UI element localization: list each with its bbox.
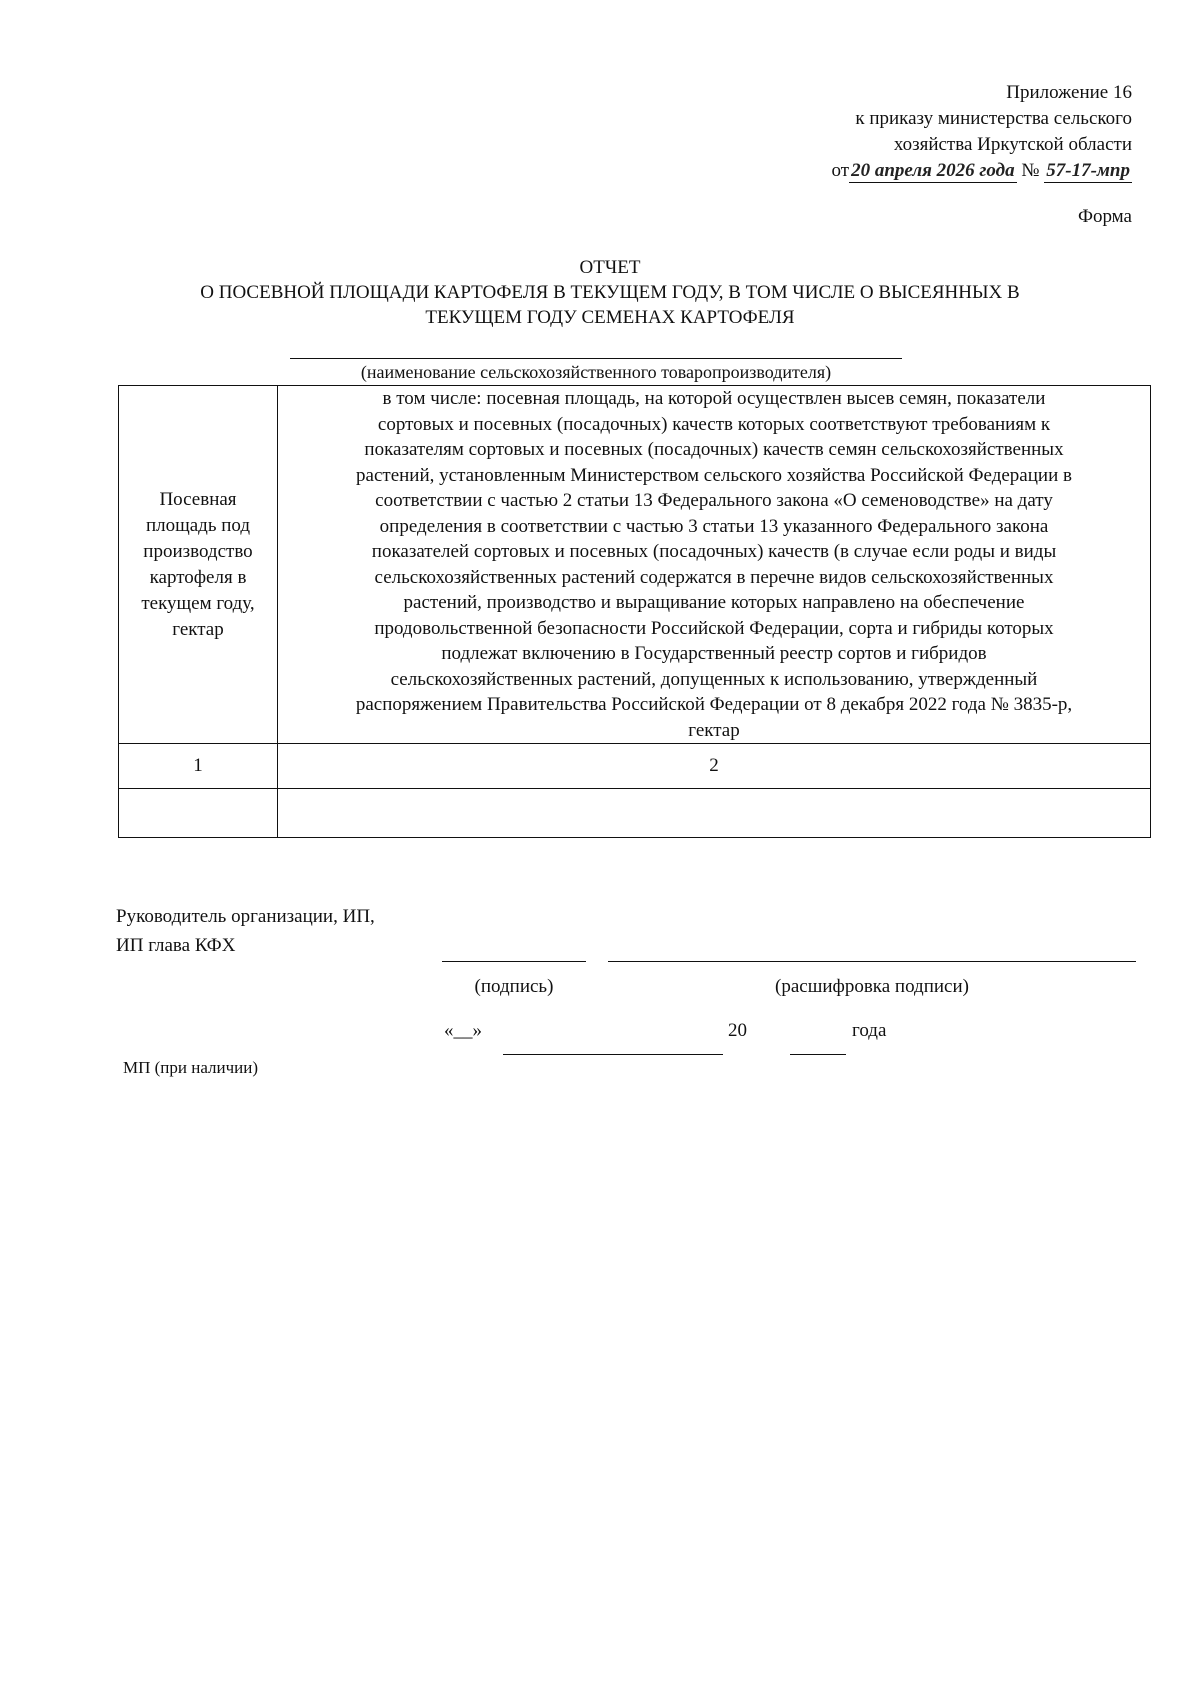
organization-name-caption: (наименование сельскохозяйственного товаропроизводителя) [360,362,832,382]
table-header-row [119,386,1151,744]
certified-seed-area-cell[interactable] [278,789,1151,838]
column-1-header-line: производство [143,540,253,562]
signatory-line-1: Руководитель организации, ИП, [116,906,375,927]
date-month-field[interactable] [503,1054,723,1055]
column-2-header-line: растений, установленным Министерством сельского хозяйства Российской Федерации в [356,464,1072,486]
date-year-suffix: года [852,1020,887,1041]
column-2-number: 2 [278,744,1151,789]
column-2-header-line: подлежат включению в Государственный реестр сортов и гибридов [441,643,987,664]
organization-name-field[interactable] [290,358,902,359]
column-number-row [119,744,1151,789]
column-2-header-line: соответствии с частью 2 статьи 13 Федерального закона «О семеноводстве» на дату [375,490,1053,511]
column-2-header-line: продовольственной безопасности Российской Федерации, сорта и гибриды которых [374,617,1054,639]
handwritten-order-date: 20 апреля 2026 года [851,160,1015,181]
appendix-date-number-line [832,158,1132,184]
column-1-header-line: картофеля в [149,566,247,588]
appendix-order-line: к приказу министерства сельского [855,108,1132,129]
total-area-cell[interactable] [119,789,278,838]
column-1-header-line: гектар [172,618,224,640]
column-2-header-line: показателям сортовых и посевных (посадочных) качеств семян сельскохозяйственных [364,439,1064,460]
date-prefix: от [831,160,850,181]
appendix-ministry-line: хозяйства Иркутской области [893,134,1132,155]
column-2-header [278,386,1151,744]
column-2-header-line: гектар [688,719,740,741]
column-1-number: 1 [119,744,278,789]
stamp-note: МП (при наличии) [123,1058,259,1077]
report-title-line-2: О ПОСЕВНОЙ ПЛОЩАДИ КАРТОФЕЛЯ В ТЕКУЩЕМ ГОДУ, В ТОМ ЧИСЛЕ О ВЫСЕЯННЫХ В [200,282,1020,303]
report-title-line-3: ТЕКУЩЕМ ГОДУ СЕМЕНАХ КАРТОФЕЛЯ [425,307,795,328]
data-row [119,789,1151,838]
column-1-header-line: текущем году, [141,592,255,614]
date-day-field[interactable]: «__» [444,1020,482,1041]
column-2-header-line: распоряжением Правительства Российской Федерации от 8 декабря 2022 года № 3835-р, [355,694,1073,715]
signature-caption: (подпись) [474,976,554,997]
report-title-line-1: ОТЧЕТ [579,257,641,278]
signature-field[interactable] [442,961,586,962]
signature-decode-field[interactable] [608,961,1136,962]
date-year-field[interactable] [790,1054,846,1055]
date-year-prefix: 20 [728,1020,747,1041]
signature-decode-caption: (расшифровка подписи) [775,976,969,997]
column-1-header-line: Посевная [159,488,237,510]
signatory-line-2: ИП глава КФХ [116,935,236,956]
report-table [118,385,1151,838]
signatory-label [116,902,375,960]
column-1-header-line: площадь под [145,514,251,536]
appendix-title: Приложение 16 [1006,82,1132,103]
column-2-header-line: сельскохозяйственных растений, допущенных к использованию, утвержденный [390,668,1038,690]
column-2-header-line: сельскохозяйственных растений содержатся в перечне видов сельскохозяйственных [374,566,1054,588]
column-2-header-line: определения в соответствии с частью 3 статьи 13 указанного Федерального закона [379,515,1049,537]
column-1-header [119,386,278,744]
appendix-block [832,80,1132,184]
column-2-header-line: растений, производство и выращивание которых направлено на обеспечение [403,592,1025,613]
number-prefix: № [1021,160,1040,181]
column-2-header-line: сортовых и посевных (посадочных) качеств которых соответствуют требованиям к [377,413,1051,435]
column-2-header-line: показателей сортовых и посевных (посадочных) качеств (в случае если роды и виды [371,541,1057,562]
column-2-header-line: в том числе: посевная площадь, на которой осуществлен высев семян, показатели [382,388,1046,409]
handwritten-order-number: 57-17-мпр [1046,160,1130,181]
report-title [110,255,1110,330]
form-label: Форма [1077,206,1132,227]
